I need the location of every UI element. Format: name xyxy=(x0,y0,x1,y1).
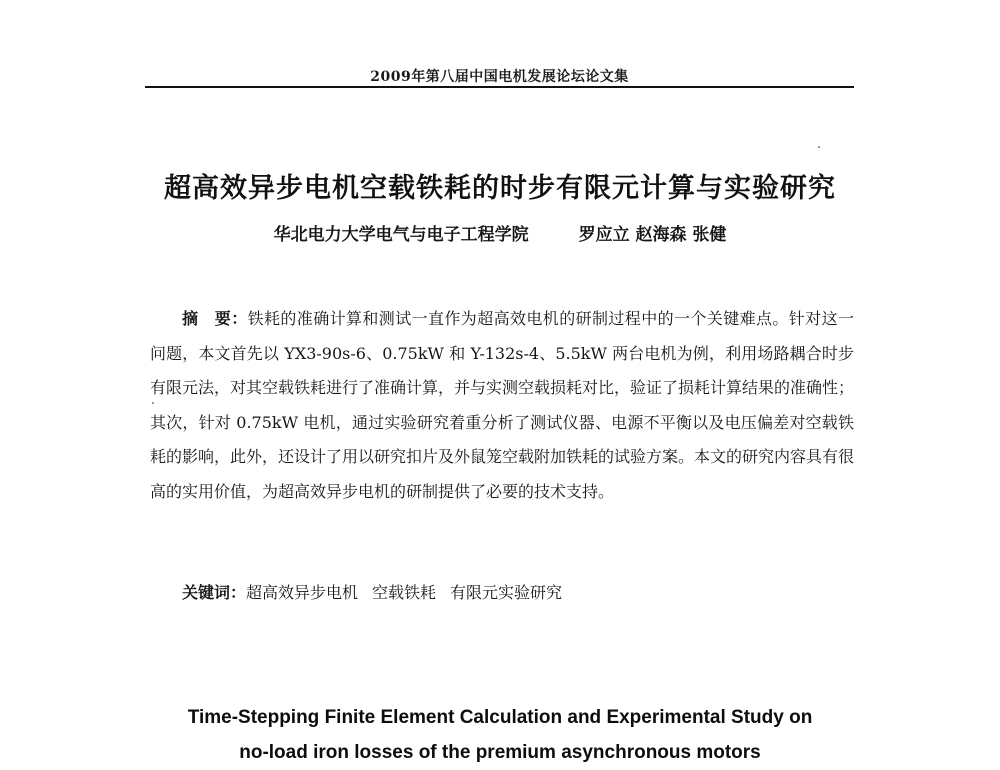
keywords xyxy=(182,580,576,603)
affiliation-line xyxy=(100,220,900,245)
keyword-item: 有限元实验研究 xyxy=(450,583,563,602)
abstract-text: 铁耗的准确计算和测试一直作为超高效电机的研制过程中的一个关键难点。针对这一问题，本文首先以 YX3-90s-6、0.75kW 和 Y-132s-4、5.5kW 两台电机为例，利用场路耦合时步有限元法，对其空载铁耗进行了准确计算，并与实测空载损耗对比，验证了损耗计算结果的准确性；其次，针对 0.75kW 电机，通过实验研究着重分析了测试仪器、电源不平衡以及电压偏差对空载铁耗的影响，此外，还设计了用以研究扣片及外鼠笼空载附加铁耗的试验方案。本文的研究内容具有很高的实用价值，为超高效异步电机的研制提供了必要的技术支持。 xyxy=(150,309,855,501)
abstract-label: 摘 要： xyxy=(182,309,248,328)
abstract-paragraph xyxy=(150,302,854,509)
header-rule xyxy=(145,86,854,88)
paper-title: 超高效异步电机空载铁耗的时步有限元计算与实验研究 xyxy=(164,173,836,204)
abstract xyxy=(150,302,854,509)
keyword-item: 超高效异步电机 xyxy=(246,583,359,602)
scan-speck xyxy=(818,146,820,148)
english-title-line-1: Time-Stepping Finite Element Calculation and Experimental Study on xyxy=(187,707,813,728)
keyword-item: 空载铁耗 xyxy=(372,583,437,602)
english-title-line-2: no-load iron losses of the premium asynchronous motors xyxy=(239,742,761,763)
affiliation-authors: 罗应立 赵海森 张健 xyxy=(578,225,727,245)
running-header: 2009年第八届中国电机发展论坛论文集 xyxy=(370,69,629,85)
affiliation-institution: 华北电力大学电气与电子工程学院 xyxy=(273,225,529,245)
keywords-label: 关键词： xyxy=(182,583,247,602)
